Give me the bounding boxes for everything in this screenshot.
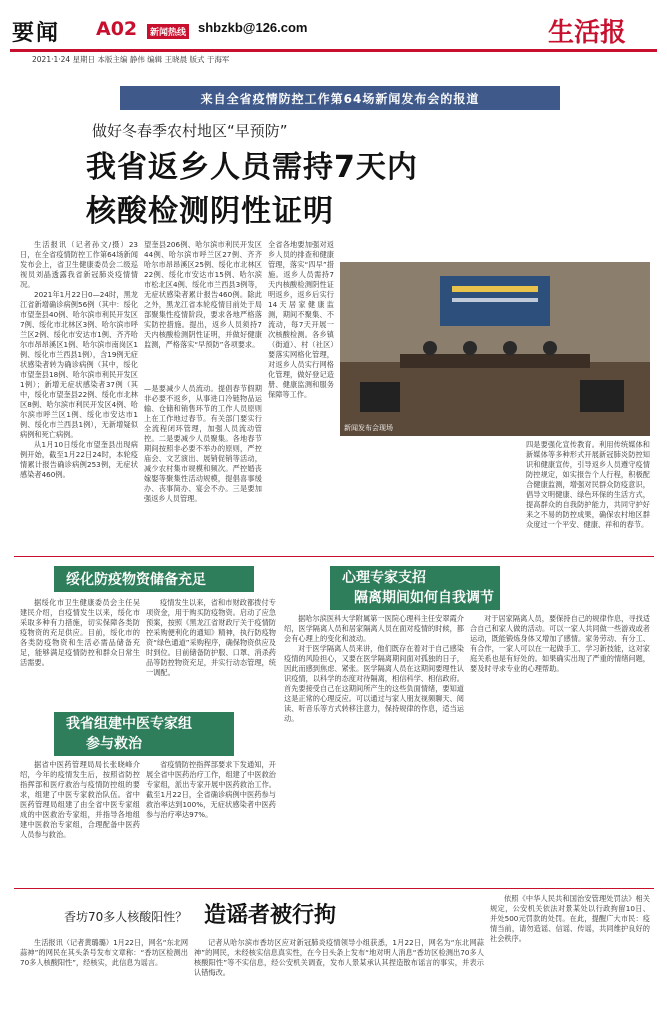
rumor-col3: 依照《中华人民共和国治安管理处罚法》相关规定，公安机关依法对景某处以行政拘留10日、并处500元罚款的处罚。在此，提醒广大市民：疫情当前，请勿造谣、信谣、传谣，共同维护良好的社会秩序。 xyxy=(490,894,650,943)
rumor-col2: 记者从哈尔滨市香坊区应对新冠肺炎疫情领导小组获悉，1月22日，网名为“东北网蒜神”的网民，未经核实信息真实性，在今日头条上发布“地对明人消息“香坊区检测出70多人核酸阳性”等不实信息，经公安机关调查，发布人景某承认其捏造散布谣言的事实，并表示认错悔改。 xyxy=(194,938,484,977)
headline-line2: 核酸检测阴性证明 xyxy=(86,194,334,229)
rumor-col1: 生活报讯（记者黄璐璐）1月22日，网名“东北网蒜神”的网民在其头条号发布文章称：“香坊区检测出70多人核酸阳性”，经核实，此信息为谣言。 xyxy=(20,938,188,967)
lead-col5: 四是要强化宣传教育。利用传统媒体和新媒体等多种形式开展新冠肺炎防控知识和健康宣传，引导返乡人员遵守疫情防控规定，如实报告个人行程，积极配合健康监测，增强对民群众防疫意识，倡导文明健康、绿色环保的生活方式，提高群众的自我防护能力，共同守护好来之不易的防控成果，确保农村地区群众度过一个平安、健康、祥和的春节。 xyxy=(526,440,650,529)
photo-caption: 新闻发布会现场 xyxy=(344,424,393,432)
dateline: 2021·1·24 星期日 本版主编 静伟 编辑 王晓晨 版式 于海军 xyxy=(32,55,230,64)
headline-line1: 我省返乡人员需持7天内 xyxy=(86,150,418,185)
masthead-rule xyxy=(10,49,657,52)
lead-col1-para3: 从1月10日绥化市望奎县出现病例开始，截至1月22日24时，本轮疫情累计报告确诊病例253例，无症状感染者460例。 xyxy=(20,440,138,479)
section-xinli-para2: 对于医学隔离人员来讲，他们既存在着对于自己感染疫情的风险担心，又要在医学隔离期间面对孤独的日子，因此而感到焦虑、紧张。医学隔离人员在这期间要理性认识疫情，以科学的态度对待隔离，相信科学、相信政府。首先要接受自己在这期间所产生的这些负面情绪，要知道这是正常的心理反应。可以通过与家人朋友视频聊天、阅读、听音乐等方式转移注意力，保持规律的作息，适当运动。 xyxy=(284,644,464,723)
section-suihua-title-text: 绥化防疫物资储备充足 xyxy=(66,572,206,588)
lead-col2: 望奎县206例、哈尔滨市利民开发区44例、哈尔滨市呼兰区27例、齐齐哈尔市昂昂溪区25例、绥化市北林区22例、绥化市安达市15例、哈尔滨市松北区4例、绥化市兰西县3例等，无症状感染者累计报告460例。除此之外，黑龙江省本轮疫情目前处于局部聚集性疫情阶段，要求各地严格落实防控措施。提出，返乡人员须持7天内核酸检测阴性证明，并做好健康监测，严格落实“早预防”各项要求。 xyxy=(144,240,262,349)
section-xinli-col1 xyxy=(284,614,464,882)
section-zhongyi-title xyxy=(54,712,234,756)
rumor-title: 造谣者被行拘 xyxy=(204,903,337,928)
section-suihua-title xyxy=(54,566,254,592)
section-zhongyi-title-line2: 参与救治 xyxy=(86,736,142,752)
lead-col1 xyxy=(20,240,138,540)
hotline-email: shbzkb@126.com xyxy=(198,20,308,35)
section-suihua-col2: 疫情发生以来，省和市财政都拨付专项资金，用于购买防疫物资。启动了应急预案，按照《黑龙江省财政厅关于疫情防控采购便利化的通知》精神，执行防疫物资“绿色通道”采购程序，确保物资供应及时到位。目前储备防护服、口罩、消杀药品等防控物资充足，并实行动态管理，统一调配。 xyxy=(146,598,276,677)
section-zhongyi-col2: 省疫情防控指挥部要求下发通知，开展全省中医药治疗工作，组建了中医救治专家组，派出专家开展中医药救治工作。截至1月22日，全省确诊病例中医药参与救治率达到100%，无症状感染者中医药参与治疗率达97%。 xyxy=(146,760,276,819)
masthead xyxy=(0,0,667,66)
section-xinli-para1: 据哈尔滨医科大学附属第一医院心理科主任安翠霞介绍，医学隔离人员和居家隔离人员在面对疫情的时候，都会有心理上的变化和波动。 xyxy=(284,614,464,643)
lead-col1-para2: 2021年1月22日0—24时，黑龙江省新增确诊病例56例（其中：绥化市望奎县40例、哈尔滨市利民开发区7例、绥化市北林区3例、哈尔滨市呼兰区2例、绥化市安达市1例、齐齐哈尔市昂昂溪区1例、哈尔滨市南岗区1例、绥化市兰西县1例），含19例无症状感染者转为确诊病例（其中，绥化市望奎县18例、哈尔滨市利民开发区1例）；新增无症状感染者37例（其中，绥化市望奎县22例、绥化市北林区8例、哈尔滨市利民开发区4例、哈尔滨市呼兰区1例、绥化市安达市1例、绥化市兰西县1例），无新增疑似病例和死亡病例。 xyxy=(20,290,138,439)
section-zhongyi-col1: 据省中医药管理局局长张晓峰介绍，今年的疫情发生后，按照省防控指挥部和医疗救治与疫情防控组的要求，组建了中医专家救治队伍。省中医药管理局组建了由全省中医专家组成的中医救治专家组，并指导各地组建中医救治专家组，合理配备中医药人员参与救治。 xyxy=(20,760,140,839)
section-divider xyxy=(14,556,654,557)
press-conference-photo xyxy=(340,262,650,436)
section-xinli-col2: 对于居家隔离人员，要保持自己的规律作息，寻找适合自己和家人做的活动。可以一家人共同做一些游戏或者运动，既能锻炼身体又增加了感情。家务劳动、有分工、有合作，一家人可以在一起做手工、学习新技能，这对家庭关系也是有好处的。如果确实出现了严重的情绪问题，要及时寻求专业的心理帮助。 xyxy=(470,614,650,673)
section-suihua-col1: 据绥化市卫生健康委员会主任吴建民介绍，自疫情发生以来，绥化市采取多种有力措施，切实保障各类防疫物资的充足供应。目前，绥化市的各类防疫物资和生活必需品储备充足，能够满足疫情防控和群众日常生活需要。 xyxy=(20,598,140,667)
hotline-tag: 新闻热线 xyxy=(147,24,189,39)
rumor-divider xyxy=(14,888,654,889)
lead-col4: 全省各地要加强对返乡人员的排查和健康管理，落实“四早”措施。返乡人员需持7天内核酸检测阴性证明返乡，返乡后实行14天居家健康监测，期间不聚集、不流动，每7天开展一次核酸检测。各乡镇（街道）、村（社区）要落实网格化管理，对返乡人员实行网格化管理，做好登记造册、健康监测和服务保障等工作。 xyxy=(268,240,334,399)
rumor-kicker: 香坊70多人核酸阳性？ xyxy=(64,910,188,924)
section-xinli-title-line1: 心理专家支招 xyxy=(342,570,426,586)
photo-illustration xyxy=(340,262,650,436)
section-name: 要闻 xyxy=(12,21,61,46)
section-xinli-title-line2: 隔离期间如何自我调节 xyxy=(354,590,494,606)
headline-kicker: 做好冬春季农村地区“早预防” xyxy=(92,122,288,140)
brand-logo: 生活报 xyxy=(548,18,627,48)
top-banner xyxy=(120,86,560,110)
section-xinli-title xyxy=(330,566,500,610)
top-banner-text: 来自全省疫情防控工作第64场新闻发布会的报道 xyxy=(200,91,480,106)
section-zhongyi-title-line1: 我省组建中医专家组 xyxy=(66,716,192,732)
page-number: A02 xyxy=(96,18,138,40)
lead-col3: —是要减少人员流动。提倡春节假期非必要不返乡，从事进口冷链物品运输、仓储和销售环节的工作人员原则上在工作地过春节。有关部门要实行全流程闭环管理，加强人员流动管控。二是要减少人员聚集。各地春节期间按照非必要不举办的原则，严控庙会、文艺演出、展销促销等活动，减少农村集市规模和频次。严控婚丧嫁娶等聚集性活动规模，提倡喜事缓办、丧事简办、宴会不办。三是要加强返乡人员管理。 xyxy=(144,384,262,503)
lead-col1-para1: 生活报讯（记者孙文/摄）23日，在全省疫情防控工作第64场新闻发布会上，省卫生健康委员会二级巡视员刘晶透露我省新冠肺炎疫情情况。 xyxy=(20,240,138,289)
